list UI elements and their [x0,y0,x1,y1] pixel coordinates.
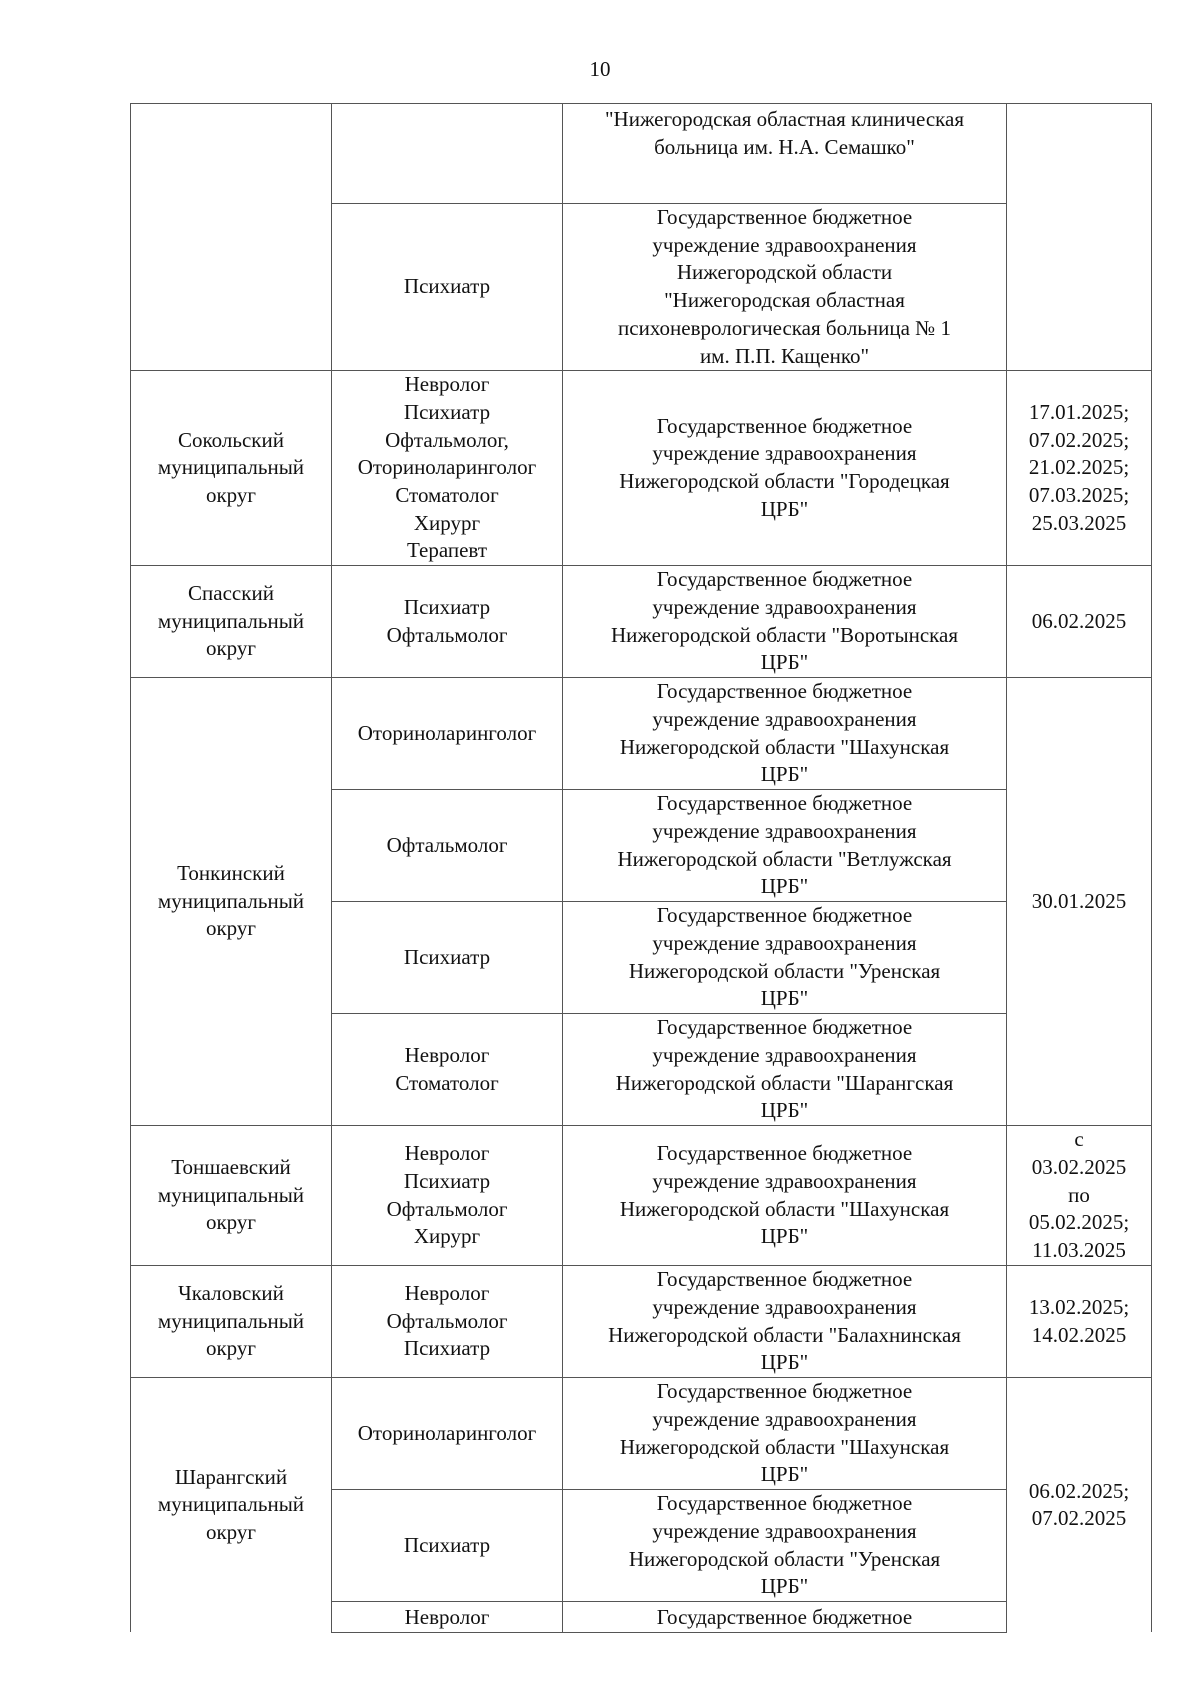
dates-cell: 17.01.2025; 07.02.2025; 21.02.2025; 07.03.2025; 25.03.2025 [1007,371,1152,566]
dates-cell: 06.02.2025 [1007,566,1152,678]
dates-cell: 13.02.2025; 14.02.2025 [1007,1266,1152,1378]
specialist-cell: Психиатр [332,902,563,1014]
dates-cell: с 03.02.2025 по 05.02.2025; 11.03.2025 [1007,1126,1152,1266]
specialist-cell: Невролог Психиатр Офтальмолог, Оториноларинголог Стоматолог Хирург Терапевт [332,371,563,566]
specialist-cell: Психиатр Офтальмолог [332,566,563,678]
specialist-cell: Невролог Стоматолог [332,1014,563,1126]
page-number: 10 [589,57,611,81]
institution-cell: Государственное бюджетное учреждение здравоохранения Нижегородской области "Шахунская ЦРБ" [563,678,1007,790]
table-row [131,566,1152,678]
specialist-cell: Психиатр [332,204,563,371]
specialist-cell: Невролог Психиатр Офтальмолог Хирург [332,1126,563,1266]
institution-cell: Государственное бюджетное учреждение здравоохранения Нижегородской области "Шахунская ЦРБ" [563,1126,1007,1266]
dates-cell: 06.02.2025; 07.02.2025 [1007,1378,1152,1633]
table-row [131,678,1152,790]
table-row [131,1126,1152,1266]
specialist-cell: Невролог [332,1602,563,1633]
schedule-table [130,103,1152,1633]
institution-cell: "Нижегородская областная клиническая больница им. Н.А. Семашко" [563,104,1007,204]
specialist-cell: Оториноларинголог [332,678,563,790]
institution-cell: Государственное бюджетное учреждение здравоохранения Нижегородской области "Городецкая ЦРБ" [563,371,1007,566]
district-cell: Шарангский муниципальный округ [131,1378,332,1633]
institution-cell: Государственное бюджетное [563,1602,1007,1633]
specialist-cell: Невролог Офтальмолог Психиатр [332,1266,563,1378]
dates-cell: 30.01.2025 [1007,678,1152,1126]
institution-cell: Государственное бюджетное учреждение здравоохранения Нижегородской области "Шарангская ЦРБ" [563,1014,1007,1126]
institution-cell: Государственное бюджетное учреждение здравоохранения Нижегородской области "Ветлужская ЦРБ" [563,790,1007,902]
specialist-cell: Офтальмолог [332,790,563,902]
specialist-cell: Оториноларинголог [332,1378,563,1490]
district-cell: Сокольский муниципальный округ [131,371,332,566]
specialist-cell: Психиатр [332,1490,563,1602]
institution-cell: Государственное бюджетное учреждение здравоохранения Нижегородской области "Воротынская ЦРБ" [563,566,1007,678]
institution-cell: Государственное бюджетное учреждение здравоохранения Нижегородской области "Нижегородская областная психоневрологическая больница № 1 им. П.П. Кащенко" [563,204,1007,371]
institution-cell: Государственное бюджетное учреждение здравоохранения Нижегородской области "Уренская ЦРБ" [563,902,1007,1014]
district-cell: Тонкинский муниципальный округ [131,678,332,1126]
table-row [131,1378,1152,1490]
institution-cell: Государственное бюджетное учреждение здравоохранения Нижегородской области "Шахунская ЦРБ" [563,1378,1007,1490]
district-cell: Тоншаевский муниципальный округ [131,1126,332,1266]
table-row [131,371,1152,566]
dates-cell [1007,104,1152,371]
specialist-cell [332,104,563,204]
district-cell [131,104,332,371]
institution-cell: Государственное бюджетное учреждение здравоохранения Нижегородской области "Балахнинская ЦРБ" [563,1266,1007,1378]
district-cell: Спасский муниципальный округ [131,566,332,678]
district-cell: Чкаловский муниципальный округ [131,1266,332,1378]
table-row [131,104,1152,204]
table-row [131,1266,1152,1378]
institution-cell: Государственное бюджетное учреждение здравоохранения Нижегородской области "Уренская ЦРБ" [563,1490,1007,1602]
